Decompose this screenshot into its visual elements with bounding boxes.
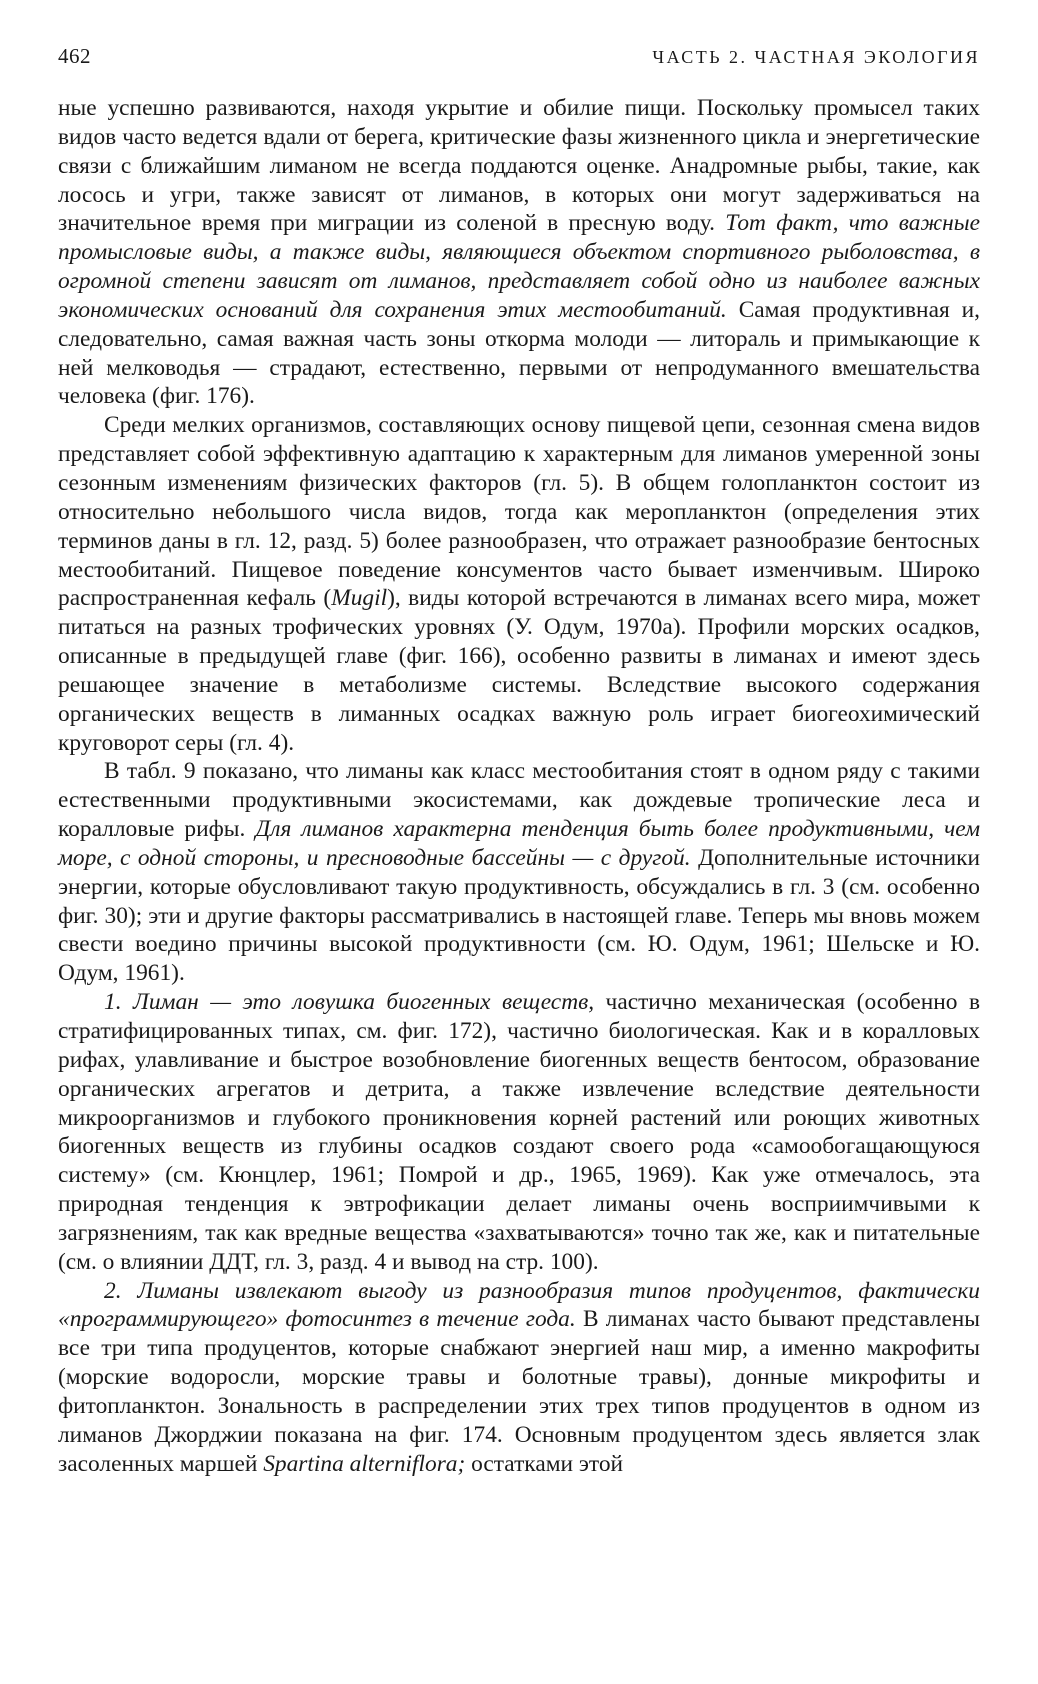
text-run: Среди мелких организмов, составляющих основу пищевой цепи, сезонная смена видов представляет собой эффективную адаптацию к характерным для лиманов умеренной зоны сезонным изменениям физических факторов (гл. 5). В общем голопланктон состоит из относительно небольшого числа видов, тогда как меропланктон (определения этих терминов даны в гл. 12, разд. 5) более разнообразен, что отражает разнообразие бентосных местообитаний. Пищевое поведение консументов часто бывает изменчивым. Широко распространенная кефаль (: [58, 412, 980, 612]
running-head: [58, 44, 980, 72]
page: [58, 44, 980, 1479]
italic-run: Для лиманов характерна тенденция быть более продуктивными, чем море, с одной стороны, и пресноводные бассейны — с другой.: [58, 816, 980, 871]
italic-run: 2. Лиманы извлекают выгоду из разнообразия типов продуцентов, фактически «программирующего» фотосинтез в течение года.: [58, 1277, 980, 1333]
italic-run: Mugil: [331, 585, 388, 612]
body-text: [58, 94, 980, 1479]
text-run: остатками этой: [465, 1450, 624, 1477]
text-run: частично механическая (особенно в стратифицированных типах, см. фиг. 172), частично биологическая. Как и в коралловых рифах, улавливание и быстрое возобновление биогенных веществ бентосом, образование органических агрегатов и детрита, а также извлечение вследствие деятельности микроорганизмов и глубокого проникновения корней растений или роющих животных биогенных веществ из глубины осадков создают своего рода «самообогащающуюся систему» (см. Кюнцлер, 1961; Помрой и др., 1965, 1969). Как уже отмечалось, эта природная тенденция к эвтрофикации делает лиманы очень восприимчивыми к загрязнениям, так как вредные вещества «захватываются» точно так же, как и питательные (см. о влиянии ДДТ, гл. 3, разд. 4 и вывод на стр. 100).: [58, 989, 980, 1275]
italic-run: Spartina alterniflora;: [263, 1450, 466, 1477]
text-run: ), виды которой встречаются в лиманах всего мира, может питаться на разных трофических уровнях (У. Одум, 1970а). Профили морских осадков, описанные в предыдущей главе (фиг. 166), особенно развиты в лиманах и имеют здесь решающее значение в метаболизме системы. Вследствие высокого содержания органических веществ в лиманных осадках важную роль играет биогеохимический круговорот серы (гл. 4).: [58, 585, 980, 756]
text-run: Самая продуктивная и, следовательно, самая важная часть зоны откорма молоди — литораль и примыкающие к ней мелководья — страдают, естественно, первыми от непродуманного вмешательства человека (фиг. 176).: [58, 296, 980, 410]
page-number: 462: [58, 44, 91, 68]
paragraph: [58, 988, 980, 1276]
italic-run: Тот факт, что важные промысловые виды, а также виды, являющиеся объектом спортивного рыболовства, в огромной степени зависят от лиманов, представляет собой одно из наиболее важных экономических оснований для сохранения этих местообитаний.: [58, 210, 980, 323]
text-run: В лиманах часто бывают представлены все три типа продуцентов, которые снабжают энергией наш мир, а именно макрофиты (морские водоросли, морские травы и болотные травы), донные микрофиты и фитопланктон. Зональность в распределении этих трех типов продуцентов в одном из лиманов Джорджии показана на фиг. 174. Основным продуцентом здесь является злак засоленных маршей: [58, 1306, 981, 1477]
text-run: Дополнительные источники энергии, которые обусловливают такую продуктивность, обсуждались в гл. 3 (см. особенно фиг. 30); эти и другие факторы рассматривались в настоящей главе. Теперь мы вновь можем свести воедино причины высокой продуктивности (см. Ю. Одум, 1961; Шельске и Ю. Одум, 1961).: [58, 844, 980, 987]
section-title: ЧАСТЬ 2. ЧАСТНАЯ ЭКОЛОГИЯ: [652, 47, 980, 67]
paragraph: [58, 94, 980, 411]
text-run: В табл. 9 показано, что лиманы как класс местообитания стоят в одном ряду с такими естественными продуктивными экосистемами, как дождевые тропические леса и коралловые рифы.: [58, 758, 980, 843]
paragraph: [58, 1277, 980, 1479]
paragraph: [58, 757, 980, 988]
paragraph: [58, 411, 980, 757]
text-run: ные успешно развиваются, находя укрытие и обилие пищи. Поскольку промысел таких видов часто ведется вдали от берега, критические фазы жизненного цикла и энергетические связи с ближайшим лиманом не всегда поддаются оценке. Анадромные рыбы, такие, как лосось и угри, также зависят от лиманов, в которых они могут задерживаться на значительное время при миграции из соленой в пресную воду.: [58, 95, 980, 237]
italic-run: 1. Лиман — это ловушка биогенных веществ,: [104, 989, 595, 1016]
